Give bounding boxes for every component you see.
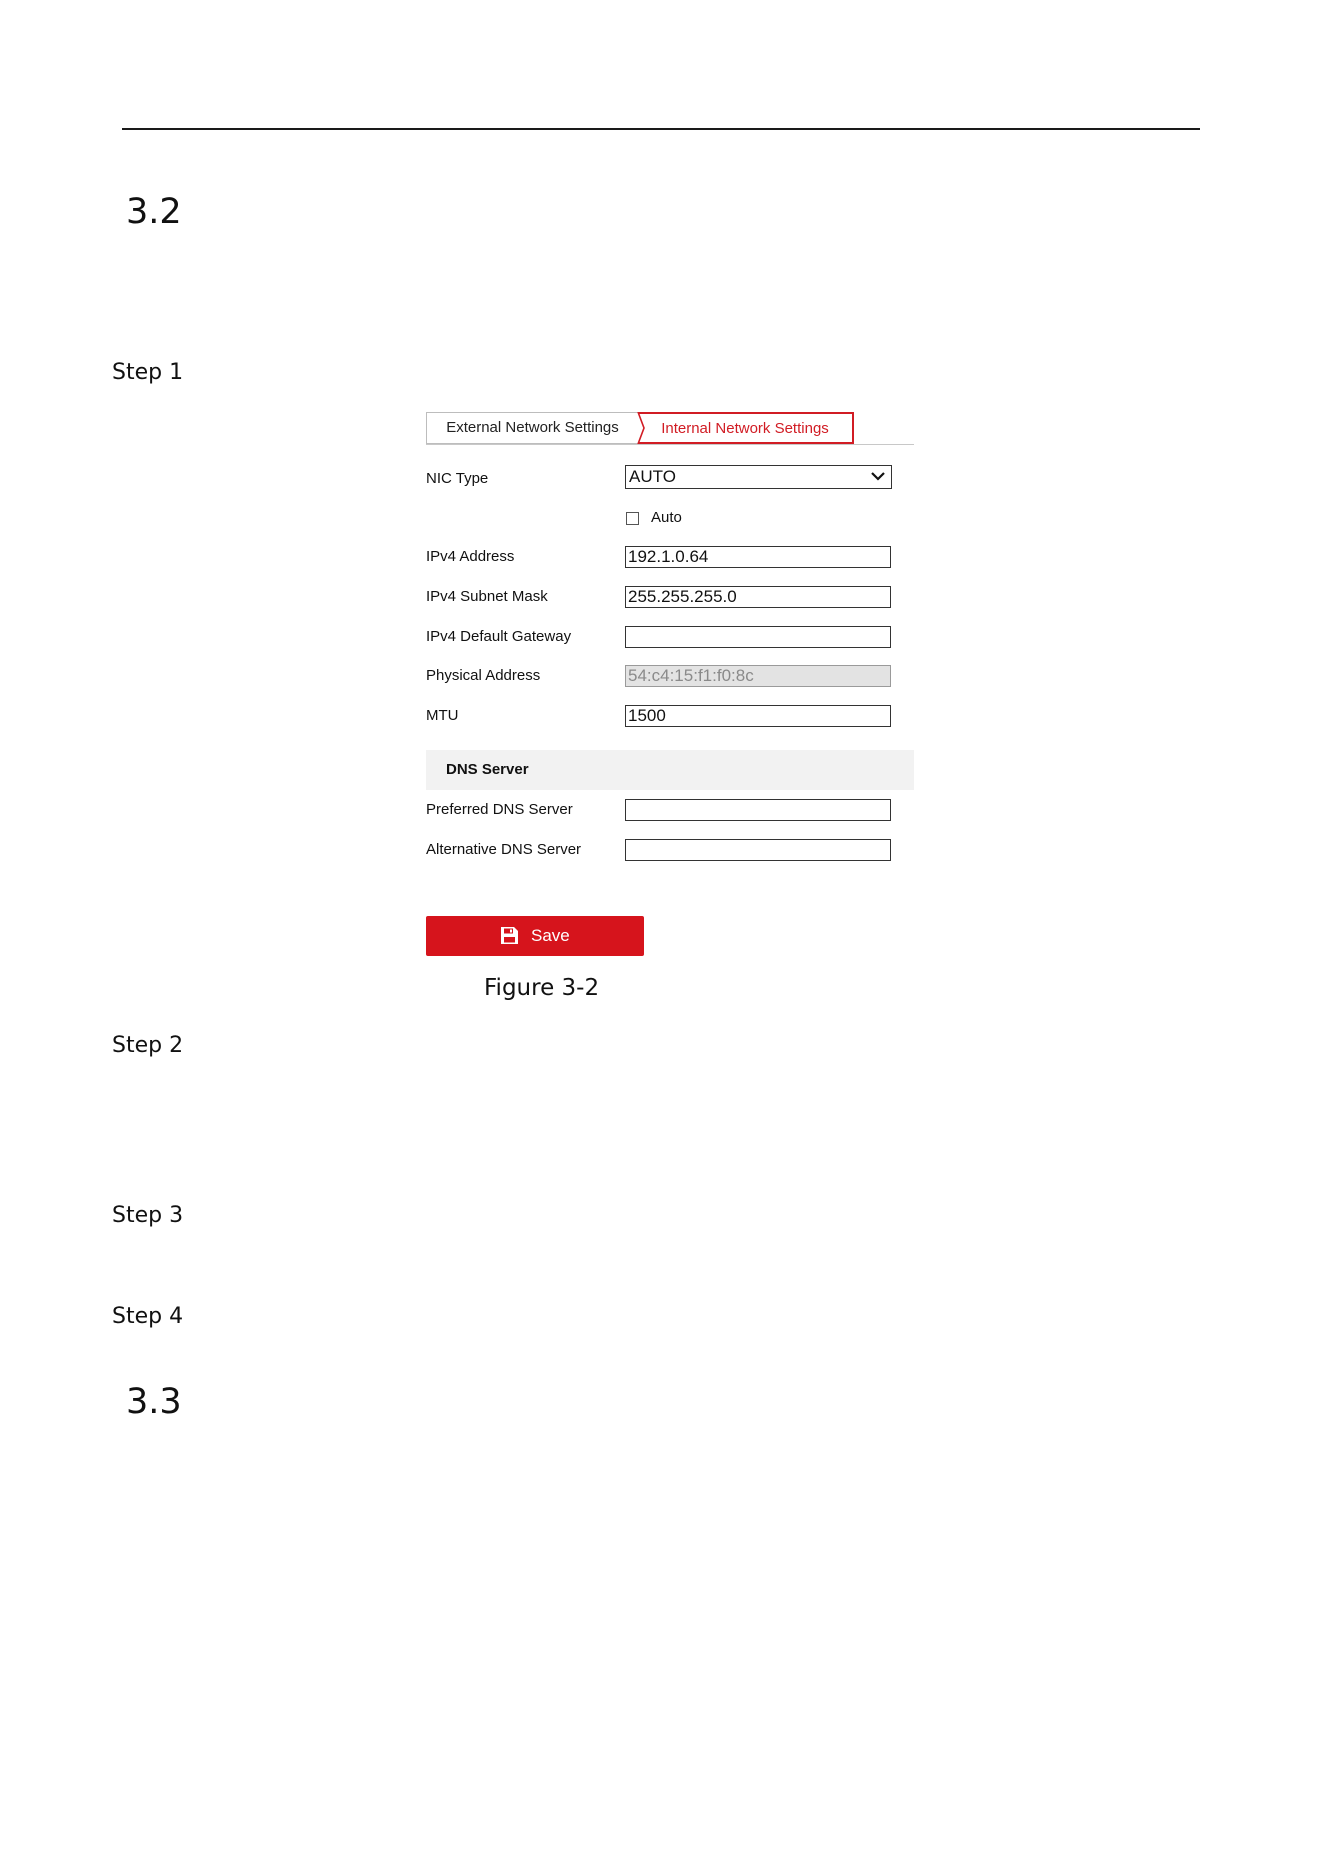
tab-bar-divider: [426, 444, 914, 445]
auto-checkbox[interactable]: [626, 512, 639, 525]
save-icon: [500, 926, 519, 945]
section-number-3-2: 3.2: [126, 192, 182, 232]
step-1-label: Step 1: [112, 360, 184, 385]
mtu-label: MTU: [426, 707, 459, 724]
step-2-label: Step 2: [112, 1033, 184, 1058]
mtu-input[interactable]: [625, 705, 891, 727]
save-button-label: Save: [531, 926, 570, 945]
auto-checkbox-label: Auto: [651, 509, 682, 526]
ipv4-address-input[interactable]: [625, 546, 891, 568]
ipv4-subnet-mask-label: IPv4 Subnet Mask: [426, 588, 548, 605]
network-settings-panel: [426, 411, 914, 957]
chevron-down-icon: [870, 470, 886, 482]
step-4-label: Step 4: [112, 1304, 184, 1329]
section-number-3-3: 3.3: [126, 1382, 182, 1422]
tab-external-network-settings[interactable]: External Network Settings: [426, 412, 638, 444]
ipv4-address-label: IPv4 Address: [426, 548, 515, 565]
ipv4-default-gateway-input[interactable]: [625, 626, 891, 648]
alternative-dns-input[interactable]: [625, 839, 891, 861]
ipv4-default-gateway-label: IPv4 Default Gateway: [426, 628, 572, 645]
save-button[interactable]: [426, 916, 644, 956]
ipv4-subnet-mask-input[interactable]: [625, 586, 891, 608]
alternative-dns-label: Alternative DNS Server: [426, 841, 582, 858]
dns-server-section-header: [426, 750, 914, 790]
nic-type-select[interactable]: [625, 465, 892, 489]
header-rule: [122, 128, 1200, 130]
physical-address-label: Physical Address: [426, 667, 541, 684]
tab-bar: [426, 411, 914, 445]
tab-internal-network-settings[interactable]: Internal Network Settings: [638, 412, 854, 444]
preferred-dns-input[interactable]: [625, 799, 891, 821]
figure-caption: Figure 3-2: [484, 975, 600, 1001]
step-3-label: Step 3: [112, 1203, 184, 1228]
dns-server-title: DNS Server: [446, 761, 529, 778]
nic-type-label: NIC Type: [426, 470, 489, 487]
physical-address-input: [625, 665, 891, 687]
nic-type-value: AUTO: [629, 467, 676, 486]
preferred-dns-label: Preferred DNS Server: [426, 801, 573, 818]
tab-arrow-notch: [635, 412, 649, 444]
